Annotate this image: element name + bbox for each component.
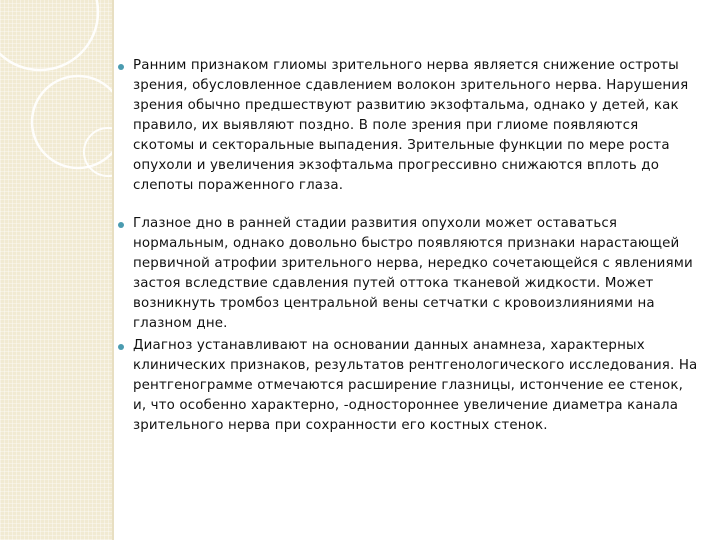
- bullet-dot-icon: [118, 222, 124, 228]
- decorative-circle-large: [0, 0, 98, 70]
- bullet-paragraph-fundus: [118, 214, 698, 334]
- bullet-dot-icon: [118, 344, 124, 350]
- decorative-circle-medium: [32, 76, 112, 168]
- paragraph-text: Ранним признаком глиомы зрительного нерва является снижение остроты зрения, обусловленное сдавлением волокон зрительного нерва. Нарушения зрения обычно предшествуют развитию экзофтальма, однако у детей, как правило, их выявляют поздно. В поле зрения при глиоме появляются скотомы и секторальные выпадения. Зрительные функции по мере роста опухоли и увеличения экзофтальма прогрессивно снижаются вплоть до слепоты пораженного глаза.: [133, 58, 689, 193]
- decorative-circles: [0, 0, 112, 540]
- decorative-side-panel: [0, 0, 112, 540]
- paragraph-text: Глазное дно в ранней стадии развития опухоли может оставаться нормальным, однако довольно быстро появляются признаки нарастающей первичной атрофии зрительного нерва, нередко сочетающейся с явлениями застоя вследствие сдавления путей оттока тканевой жидкости. Может возникнуть тромбоз центральной вены сетчатки с кровоизлияниями на глазном дне.: [133, 216, 693, 331]
- bullet-dot-icon: [118, 64, 124, 70]
- bullet-paragraph-diagnosis: [118, 336, 698, 436]
- panel-divider: [112, 0, 114, 540]
- paragraph-text: Диагноз устанавливают на основании данных анамнеза, характерных клинических признаков, результатов рентгенологического исследования. На рентгенограмме отмечаются расширение глазницы, истончение ее стенок, и, что особенно характерно, -одностороннее увеличение диаметра канала зрительного нерва при сохранности его костных стенок.: [133, 338, 698, 433]
- bullet-paragraph-early-signs: [118, 56, 698, 196]
- decorative-circle-small: [84, 128, 112, 176]
- slide-content: [118, 56, 698, 436]
